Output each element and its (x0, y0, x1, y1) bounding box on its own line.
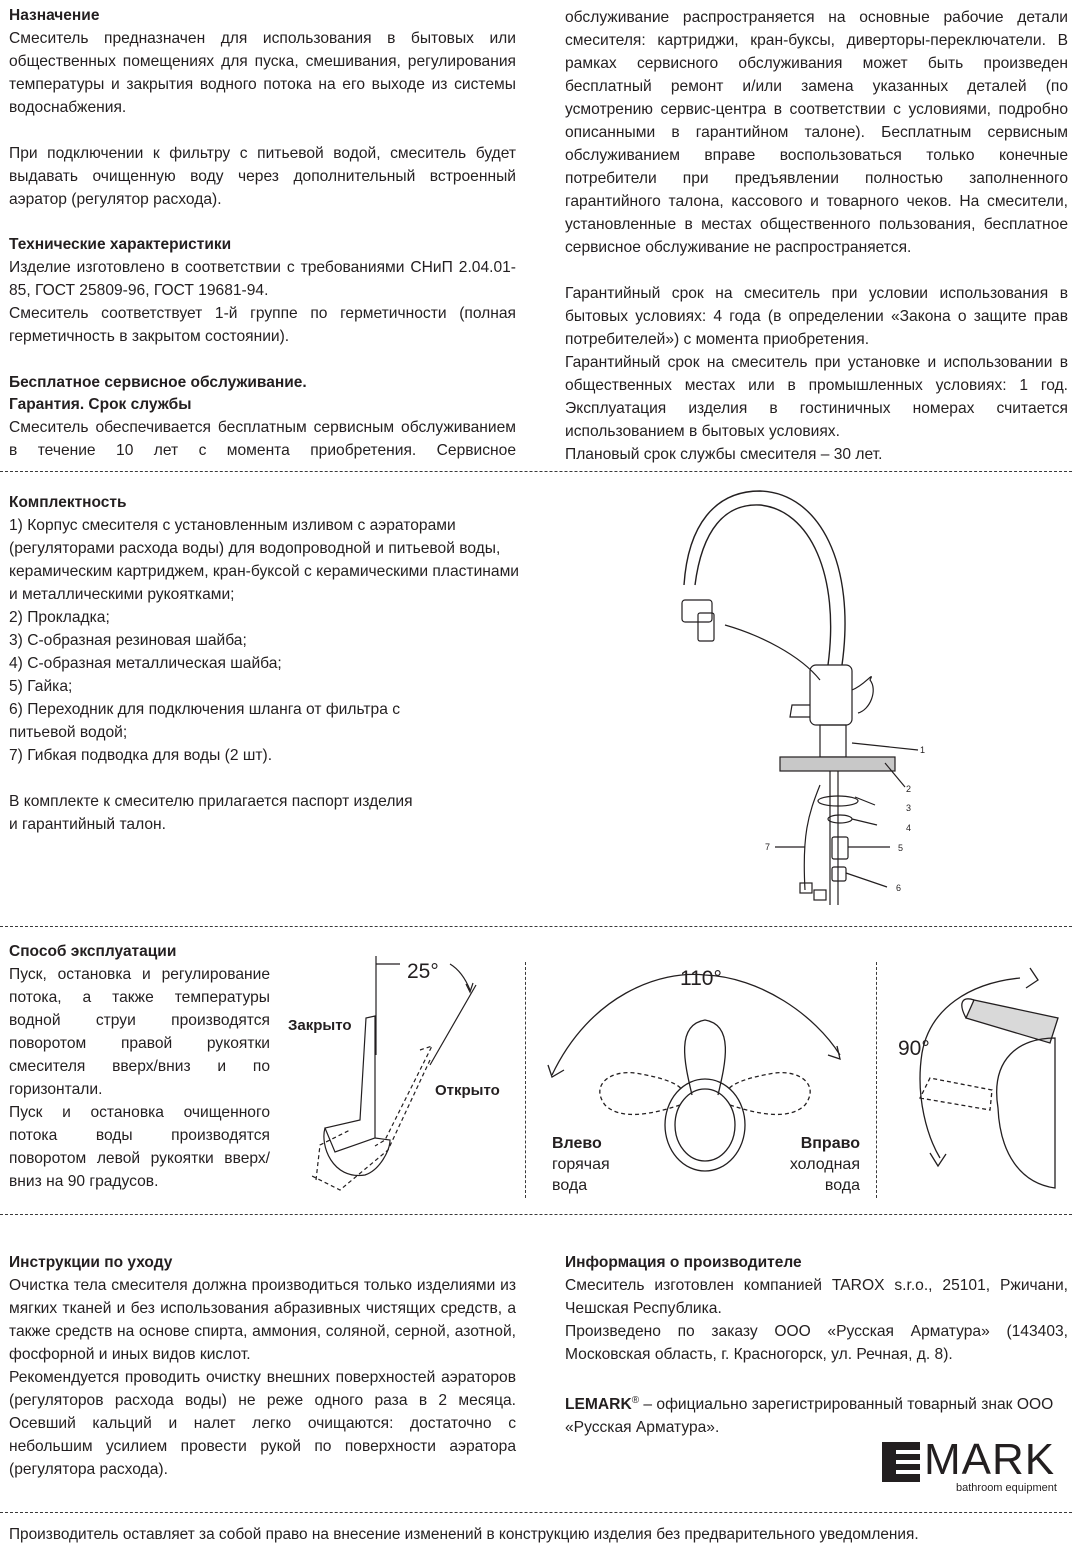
angle-90-label: 90° (898, 1037, 930, 1060)
package-note-line1: В комплекте к смесителю прилагается паспорт изделия (9, 793, 413, 810)
callout-2: 2 (906, 784, 912, 794)
registered-mark: ® (631, 1395, 640, 1406)
logo-tagline: bathroom equipment (956, 1482, 1057, 1494)
package-note-line2: и гарантийный талон. (9, 816, 166, 833)
purpose-title: Назначение (9, 7, 100, 24)
service-text-continued: обслуживание распространяется на основные рабочие детали смесителя: картриджи, кран-буксы, диверторы-переключатели. В рамках сервисного обслуживания может быть произведен бесплатный ремонт и/или замена указанных деталей (по усмотрению сервис-центра в соответствии с условиями, подробно описанными в гарантийном талоне). Бесплатным сервисным обслуживанием вправе воспользоваться только конечные потребители при предъявлении полностью заполненного гарантийного талона, кассового и товарного чеков. На смесители, установленные в местах общественного пользования, бесплатное сервисное обслуживание не распространяется. (565, 9, 1068, 256)
trademark-text (565, 1389, 1068, 1439)
tech-tightness-text: Смеситель соответствует 1-й группе по герметичности (полная герметичность в закрытом состоянии). (9, 305, 516, 345)
divider (0, 926, 1072, 927)
service-continued (565, 6, 1068, 466)
filter-text: При подключении к фильтру с питьевой водой, смеситель будет выдавать очищенную воду через дополнительный встроенный аэратор (регулятор расхода). (9, 145, 516, 208)
care-title: Инструкции по уходу (9, 1254, 173, 1271)
usage-section (9, 941, 270, 1193)
service-section (9, 372, 516, 462)
package-title: Комплектность (9, 494, 127, 511)
divider (0, 1512, 1072, 1513)
footer-disclaimer: Производитель оставляет за собой право на внесение изменений в конструкцию изделия без предварительного уведомления. (9, 1526, 919, 1543)
care-text-2: Рекомендуется проводить очистку внешних поверхностей аэраторов (регуляторов расхода воды) не реже одного раза в 2 месяца. Осевший кальций и налет легко очищаются: достаточно с небольшим усилием провести рукой по поверхности аэратора (регулятора расхода). (9, 1369, 516, 1478)
usage-left-handle-text: Пуск и остановка очищенного потока воды производятся поворотом левой рукоятки вверх/вниз на 90 градусов. (9, 1104, 270, 1190)
service-title: Бесплатное сервисное обслуживание. (9, 374, 307, 391)
package-item: 3) С-образная резиновая шайба; (9, 632, 247, 649)
divider (0, 1214, 1072, 1215)
purpose-section (9, 5, 516, 211)
closed-label: Закрыто (288, 1017, 352, 1034)
service-life-text: Плановый срок службы смесителя – 30 лет. (565, 446, 883, 463)
care-text-1: Очистка тела смесителя должна производиться только изделиями из мягких тканей и без использования абразивных чистящих средств, а также средств на основе спирта, аммония, соляной, серной, азотной, фосфорной и иных видов кислот. (9, 1277, 516, 1363)
package-item: 5) Гайка; (9, 678, 73, 695)
care-section (9, 1252, 516, 1481)
cold-water-label: холодная (789, 1156, 860, 1173)
package-item: 6) Переходник для подключения шланга от фильтра с питьевой водой; (9, 701, 401, 741)
warranty-public-text: Гарантийный срок на смеситель при установке и использовании в общественных местах или в промышленных условиях: 1 год. Эксплуатация изделия в гостиничных номерах считается использованием в бытовых условиях. (565, 354, 1068, 440)
lever-tilt-diagram (280, 950, 520, 1210)
logo-e-bars (896, 1446, 920, 1478)
callout-3: 3 (906, 803, 912, 813)
usage-title: Способ эксплуатации (9, 943, 177, 960)
left-label: Влево (552, 1135, 602, 1152)
warranty-title: Гарантия. Срок службы (9, 396, 192, 413)
trademark-rest: – официально зарегистрированный товарный знак ООО «Русская Арматура». (565, 1396, 1054, 1437)
usage-right-handle-text: Пуск, остановка и регулирование потока, а также температуры водной струи производятся поворотом правой рукоятки смесителя вверх/вниз и по горизонтали. (9, 966, 270, 1098)
purpose-text: Смеситель предназначен для использования в бытовых или общественных помещениях для пуска, смешивания, регулирования температуры и закрытия водного потока на его выходе из системы водоснабжения. (9, 30, 516, 116)
callout-5: 5 (898, 843, 904, 853)
hot-water-label: горячая (552, 1156, 610, 1173)
angle-110-label: 110° (680, 967, 722, 990)
lever-swivel-diagram (530, 955, 875, 1205)
package-item: 7) Гибкая подводка для воды (2 шт). (9, 747, 273, 764)
right-label: Вправо (800, 1135, 860, 1152)
lemark-logo (882, 1435, 1068, 1500)
warranty-home-text: Гарантийный срок на смеситель при условии использования в бытовых условиях: 4 года (в определении «Закона о защите прав потребителей») с момента приобретения. (565, 285, 1068, 348)
hot-water-label-2: вода (552, 1177, 588, 1194)
manufacturer-title: Информация о производителе (565, 1254, 802, 1271)
divider (525, 962, 526, 1198)
filter-handle-diagram (880, 958, 1070, 1208)
brand-name: LEMARK (565, 1396, 632, 1414)
callout-6: 6 (896, 883, 902, 893)
callout-1: 1 (920, 745, 926, 755)
tech-section (9, 234, 516, 348)
open-label: Открыто (435, 1082, 500, 1099)
cold-water-label-2: вода (824, 1177, 860, 1194)
logo-word: MARK (924, 1435, 1056, 1484)
tech-standards-text: Изделие изготовлено в соответствии с требованиями СНиП 2.04.01-85, ГОСТ 25809-96, ГОСТ 19681-94. (9, 259, 516, 299)
callout-4: 4 (906, 823, 912, 833)
package-section (9, 492, 519, 836)
faucet-illustration (680, 485, 940, 915)
package-item: 2) Прокладка; (9, 609, 110, 626)
tech-title: Технические характеристики (9, 236, 232, 253)
package-item: 4) С-образная металлическая шайба; (9, 655, 282, 672)
package-item: 1) Корпус смесителя с установленным изливом с аэраторами (регуляторами расхода воды) для водопроводной и питьевой воды, керамическим картриджем, кран-буксой с керамическими пластинами и металлическими рукоятками; (9, 517, 519, 603)
manufacturer-text-1: Смеситель изготовлен компанией TAROX s.r.o., 25101, Ржичани, Чешская Республика. (565, 1277, 1068, 1317)
divider (876, 962, 877, 1198)
service-text-start: Смеситель обеспечивается бесплатным сервисным обслуживанием в течение 10 лет с момента приобретения. Сервисное (9, 419, 516, 459)
angle-25-label: 25° (407, 960, 439, 983)
manufacturer-section (565, 1252, 1068, 1439)
callout-7: 7 (765, 842, 771, 852)
manufacturer-text-2: Произведено по заказу ООО «Русская Арматура» (143403, Московская область, г. Красногорск, ул. Речная, д. 8). (565, 1323, 1068, 1363)
divider (0, 471, 1072, 472)
